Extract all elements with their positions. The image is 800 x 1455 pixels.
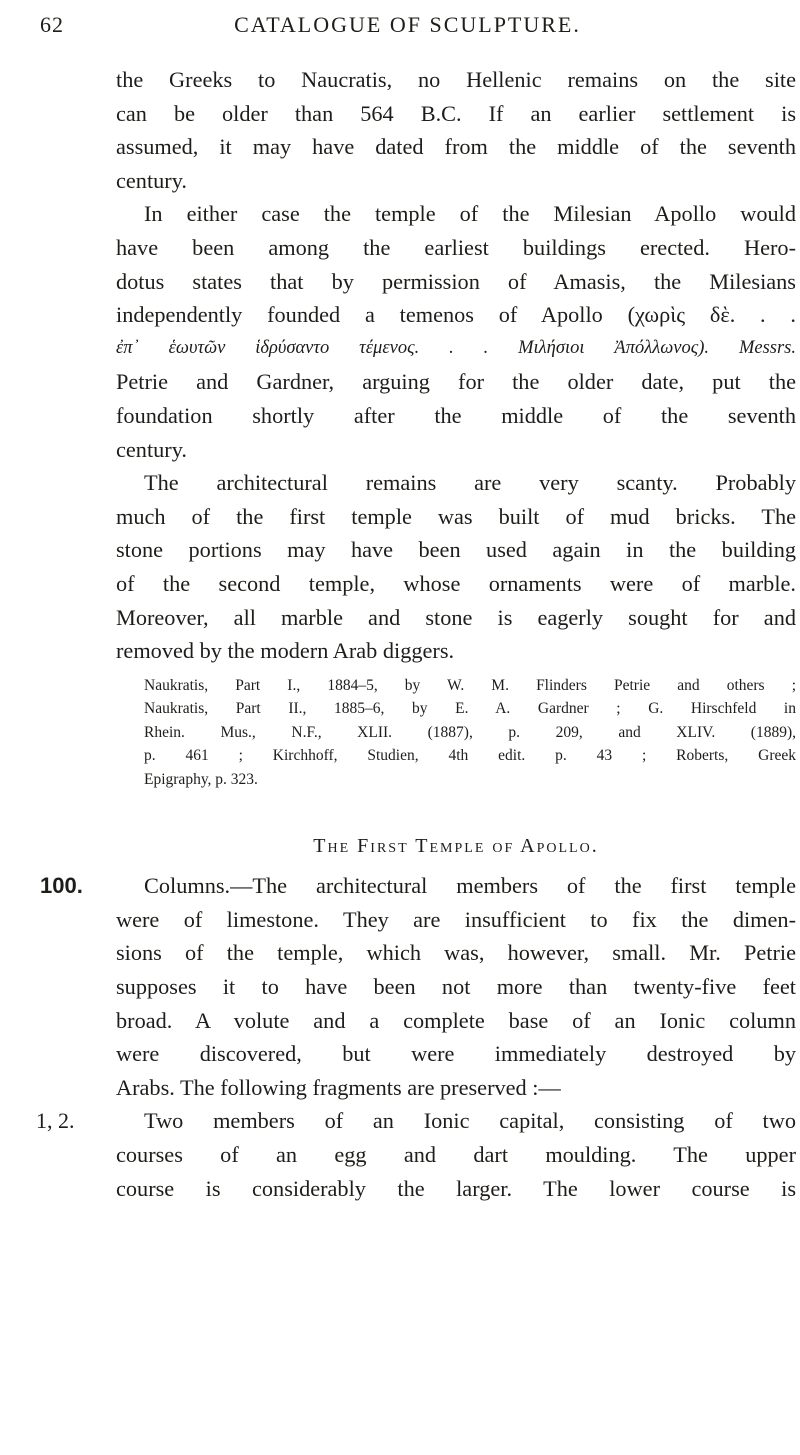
text-line: Columns.—The architectural members of the first temple xyxy=(144,873,796,899)
text-line: In either case the temple of the Milesian Apollo would xyxy=(144,201,796,227)
text-line: foundation shortly after the middle of the seventh xyxy=(116,402,796,428)
text-line: supposes it to have been not more than twenty-five feet xyxy=(116,973,796,999)
greek-quotation-line: ἐπ᾽ ἑωυτῶν ἱδρύσαντο τέμενος. . . Μιλήσιοι Ἀπόλλωνος). Messrs. xyxy=(116,337,796,358)
entry-number: 100. xyxy=(40,873,83,899)
catalogue-entry-1-2 xyxy=(36,1104,796,1205)
reference-line: Epigraphy, p. 323. xyxy=(144,770,258,788)
reference-line: Rhein. Mus., N.F., XLII. (1887), p. 209, and XLIV. (1889), xyxy=(144,723,796,741)
bibliography-references xyxy=(116,674,796,792)
text-line: century. xyxy=(116,167,187,193)
reference-line: p. 461 ; Kirchhoff, Studien, 4th edit. p. 43 ; Roberts, Greek xyxy=(144,747,796,765)
text-line: removed by the modern Arab diggers. xyxy=(116,638,455,664)
text-line: broad. A volute and a complete base of an Ionic column xyxy=(116,1007,796,1033)
text-line: were discovered, but were immediately destroyed by xyxy=(116,1041,796,1067)
text-line: independently founded a temenos of Apollo (χωρὶς δὲ. . . xyxy=(116,302,796,328)
text-line: The architectural remains are very scanty. Probably xyxy=(144,470,796,496)
text-line: Arabs. The following fragments are preserved :— xyxy=(116,1074,561,1100)
section-title: The First Temple of Apollo. xyxy=(313,835,599,858)
text-line: Petrie and Gardner, arguing for the older date, put the xyxy=(116,369,796,395)
page-header xyxy=(40,12,780,52)
reference-line: Naukratis, Part I., 1884–5, by W. M. Flinders Petrie and others ; xyxy=(144,676,796,694)
text-line: were of limestone. They are insufficient to fix the dimen- xyxy=(116,906,796,932)
text-line: much of the first temple was built of mud bricks. The xyxy=(116,503,796,529)
paragraph-1 xyxy=(116,63,796,197)
text-line: assumed, it may have dated from the middle of the seventh xyxy=(116,134,796,160)
text-line: the Greeks to Naucratis, no Hellenic remains on the site xyxy=(116,67,796,92)
text-line: have been among the earliest buildings erected. Hero- xyxy=(116,234,796,260)
running-title: CATALOGUE OF SCULPTURE. xyxy=(234,12,581,37)
text-line: of the second temple, whose ornaments were of marble. xyxy=(116,570,796,596)
text-line: Moreover, all marble and stone is eagerly sought for and xyxy=(116,604,796,630)
reference-line: Naukratis, Part II., 1885–6, by E. A. Gardner ; G. Hirschfeld in xyxy=(144,700,796,718)
catalogue-entry-100 xyxy=(40,869,796,1104)
paragraph-3 xyxy=(116,466,796,668)
text-line: century. xyxy=(116,436,187,462)
text-line: stone portions may have been used again in the building xyxy=(116,537,796,563)
text-line: dotus states that by permission of Amasis, the Milesians xyxy=(116,268,796,294)
text-line: courses of an egg and dart moulding. The upper xyxy=(116,1141,796,1167)
entry-number: 1, 2. xyxy=(36,1108,75,1134)
paragraph-2 xyxy=(116,197,796,466)
body-text xyxy=(36,63,796,1205)
text-line: sions of the temple, which was, however, small. Mr. Petrie xyxy=(116,940,796,966)
text-line: course is considerably the larger. The lower course is xyxy=(116,1175,796,1201)
page-number: 62 xyxy=(40,12,64,37)
text-line: Two members of an Ionic capital, consisting of two xyxy=(144,1108,796,1134)
text-line: can be older than 564 B.C. If an earlier settlement is xyxy=(116,100,796,126)
